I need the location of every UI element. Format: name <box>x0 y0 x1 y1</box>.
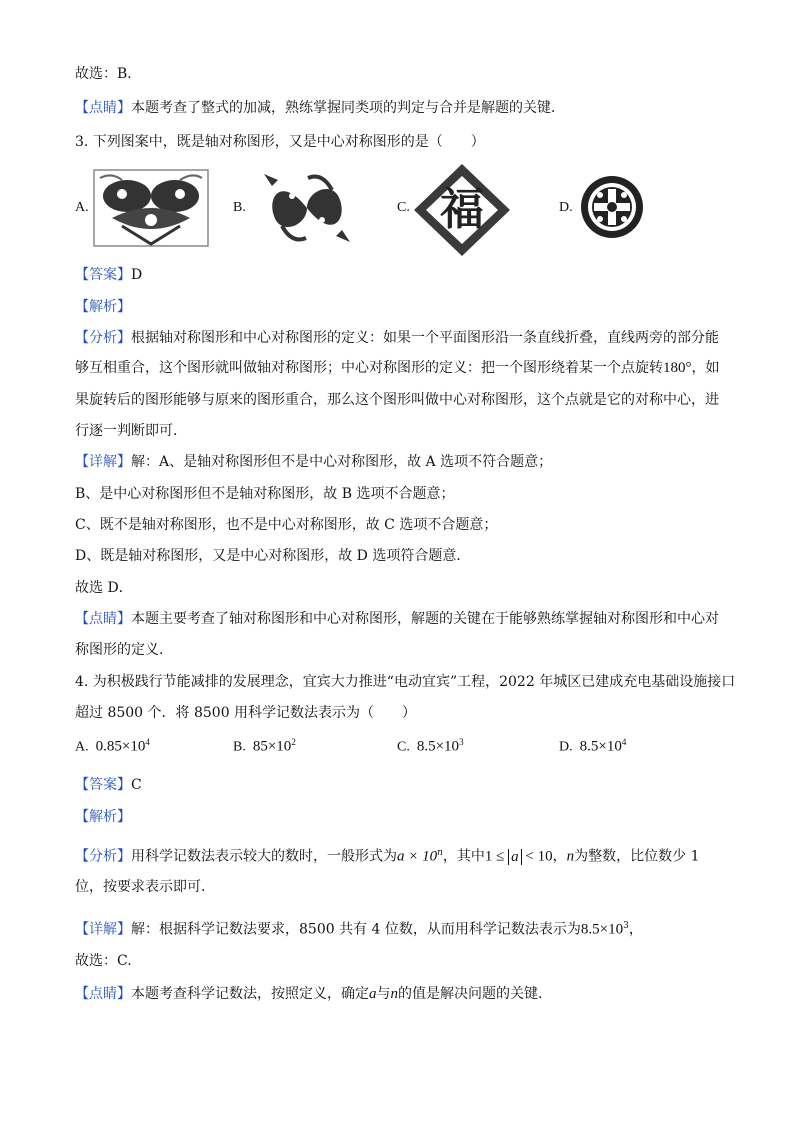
q4-option-a: A. $0.85\times 10^4$ <box>75 737 150 755</box>
detail-3-line-4: D、既是轴对称图形，又是中心对称图形，故 D 选项符合题意． <box>75 548 471 564</box>
papercut-swirl-birds-image <box>262 166 352 250</box>
papercut-fu-image <box>412 162 512 258</box>
q3-option-d-label: D. <box>559 200 573 215</box>
analysis-4-line-2: 位，按要求表示即可. <box>75 879 206 895</box>
question-4-line-1: 4. 为积极践行节能减排的发展理念，宜宾大力推进“电动宜宾”工程，2022 年城区已建成充电基础设施接口 <box>75 674 736 690</box>
q4-option-d: D. $8.5\times 10^4$ <box>559 737 627 755</box>
fu-character: 福 <box>440 184 484 235</box>
comment-3-line-1: 【点睛】本题主要考查了轴对称图形和中心对称图形，解题的关键在于能够熟练掌握轴对称图形和中心对 <box>75 611 719 627</box>
comment-tag: 【点睛】 <box>75 100 131 116</box>
analysis-3-line-2: 够互相重合，这个图形就叫做轴对称图形；中心对称图形的定义：把一个图形绕着某一个点旋转180°，如 <box>75 360 720 376</box>
q3-option-a-label: A. <box>75 200 89 215</box>
answer-4: 【答案】C <box>75 777 142 793</box>
analysis-4-line-1: 【分析】用科学记数法表示较大的数时，一般形式为$a \times 10^n$，其中1 ≤ a < 10，n为整数，比位数少 1 <box>75 848 700 865</box>
choice-3: 故选 D． <box>75 580 133 596</box>
detail-3-line-1: 【详解】解：A、是轴对称图形但不是中心对称图形，故 A 选项不符合题意； <box>75 454 553 470</box>
papercut-medallion-image <box>580 175 644 239</box>
papercut-fish-image <box>92 168 210 248</box>
comment-3-line-2: 称图形的定义. <box>75 642 164 658</box>
detail-3-line-3: C、既不是轴对称图形，也不是中心对称图形，故 C 选项不合题意； <box>75 517 498 533</box>
analysis-3-heading: 【解析】 <box>75 299 131 315</box>
q4-option-c: C. $8.5\times 10^3$ <box>397 737 464 755</box>
analysis-3-line-4: 行逐一判断即可． <box>75 423 187 439</box>
question-3: 3. 下列图案中，既是轴对称图形，又是中心对称图形的是（ ） <box>75 134 485 150</box>
detail-4-line-1: 【详解】解：根据科学记数法要求，8500 共有 4 位数，从而用科学记数法表示为$8.5\times 10^3$， <box>75 921 643 938</box>
answer-3: 【答案】D <box>75 267 143 283</box>
comment-line: 【点睛】本题考查了整式的加减，熟练掌握同类项的判定与合并是解题的关键． <box>75 100 565 116</box>
analysis-3-line-3: 果旋转后的图形能够与原来的图形重合，那么这个图形叫做中心对称图形，这个点就是它的对称中心，进 <box>75 392 719 408</box>
answer-choice-line: 故选：B． <box>75 66 142 82</box>
q4-option-b: B. $85\times 10^2$ <box>233 737 296 755</box>
comment-4: 【点睛】本题考查科学记数法，按照定义，确定a与n的值是解决问题的关键. <box>75 986 543 1002</box>
question-4-line-2: 超过 8500 个．将 8500 用科学记数法表示为（ ） <box>75 705 417 721</box>
analysis-3-line-1: 【分析】根据轴对称图形和中心对称图形的定义：如果一个平面图形沿一条直线折叠，直线两旁的部分能 <box>75 330 719 346</box>
q3-option-c-label: C. <box>397 200 410 215</box>
detail-3-line-2: B、是中心对称图形但不是轴对称图形，故 B 选项不合题意； <box>75 486 455 502</box>
analysis-4-heading: 【解析】 <box>75 809 131 825</box>
choice-4: 故选：C. <box>75 953 132 969</box>
q3-option-b-label: B. <box>233 200 246 215</box>
